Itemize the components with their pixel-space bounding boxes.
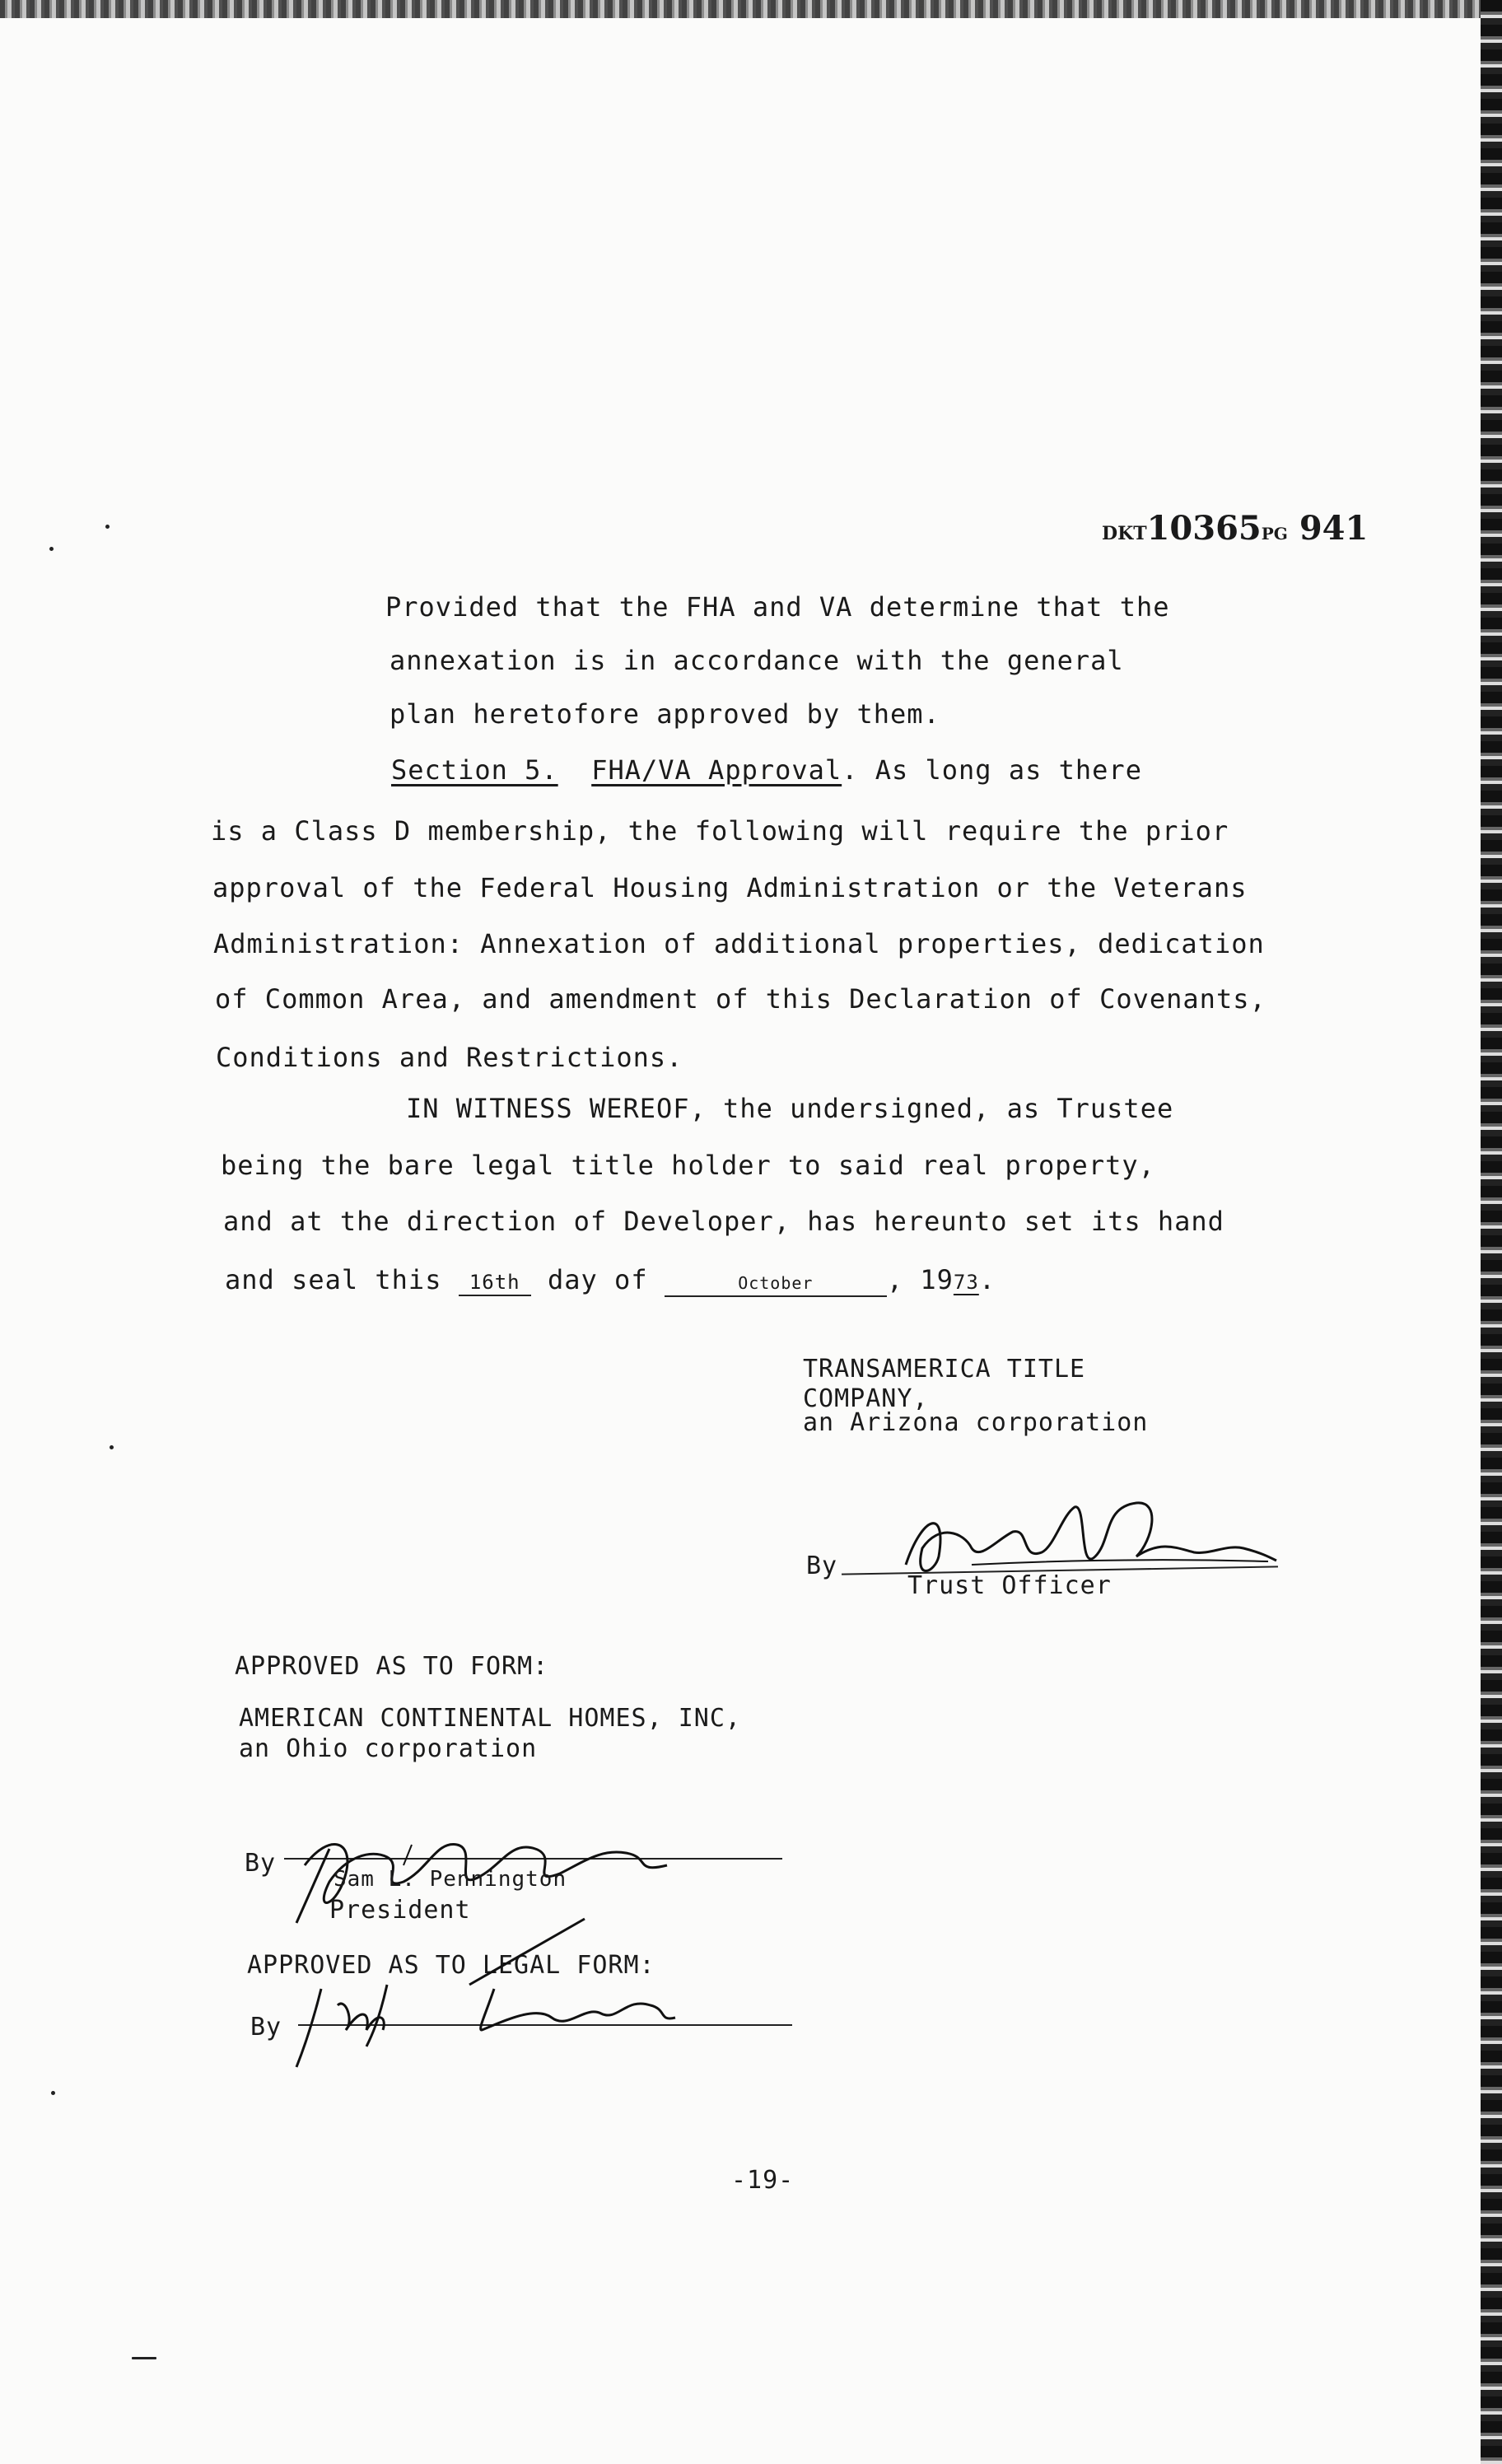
approval-form-signer-title: President — [329, 1896, 471, 1925]
witness-line: being the bare legal title holder to said real property, — [221, 1150, 1155, 1181]
body-line: Provided that the FHA and VA determine that the — [385, 591, 1170, 623]
approval-legal-signature — [288, 1972, 716, 2071]
seal-month-field: October — [665, 1271, 887, 1297]
trustee-by-label: By — [806, 1552, 838, 1580]
section-lead: . As long as there — [842, 754, 1142, 786]
approval-form-signer-name: Sam L. Pennington — [334, 1867, 567, 1892]
docket-header — [1102, 509, 1368, 548]
trustee-corp: an Arizona corporation — [803, 1408, 1149, 1437]
seal-prefix: and seal this — [225, 1264, 442, 1295]
approval-legal-by-label: By — [250, 2013, 282, 2042]
approval-form-heading: APPROVED AS TO FORM: — [235, 1652, 549, 1681]
approval-form-corp: an Ohio corporation — [239, 1734, 538, 1763]
witness-line: IN WITNESS WEREOF, the undersigned, as Trustee — [406, 1093, 1174, 1124]
seal-year-field: 73 — [953, 1271, 979, 1294]
body-line: Administration: Annexation of additional properties, dedication — [213, 928, 1265, 959]
approval-form-by-label: By — [245, 1849, 277, 1878]
section-number: Section 5. — [391, 754, 558, 786]
scan-speck — [110, 1445, 114, 1449]
seal-date-line — [225, 1264, 996, 1297]
docket-prefix: DKT — [1102, 523, 1147, 544]
body-line: Conditions and Restrictions. — [216, 1042, 683, 1073]
witness-line: and at the direction of Developer, has hereunto set its hand — [223, 1206, 1224, 1237]
seal-end: . — [978, 1264, 996, 1295]
section-heading-line — [391, 754, 1142, 786]
approval-form-company: AMERICAN CONTINENTAL HOMES, INC, — [239, 1704, 741, 1733]
page-prefix: PG — [1261, 524, 1288, 544]
body-line: of Common Area, and amendment of this Declaration of Covenants, — [215, 983, 1266, 1015]
docket-page-number: 941 — [1299, 509, 1369, 548]
body-line: plan heretofore approved by them. — [389, 698, 940, 730]
body-line: is a Class D membership, the following will require the prior — [211, 815, 1229, 847]
scan-speck — [105, 525, 110, 529]
scan-speck — [132, 2357, 156, 2359]
trustee-name-cont: COMPANY, — [803, 1384, 929, 1413]
body-line: approval of the Federal Housing Administration or the Veterans — [212, 872, 1248, 903]
section-title: FHA/VA Approval — [591, 754, 842, 786]
scan-right-border — [1481, 0, 1502, 2464]
scan-top-border — [0, 0, 1502, 18]
scan-speck — [49, 547, 54, 551]
trustee-name: TRANSAMERICA TITLE — [803, 1355, 1086, 1384]
seal-day-field: 16th — [459, 1270, 531, 1296]
trustee-signer-title: Trust Officer — [907, 1571, 1112, 1600]
body-line: annexation is in accordance with the general — [389, 645, 1124, 676]
seal-year-prefix: , 19 — [886, 1264, 954, 1295]
scan-speck — [51, 2091, 55, 2095]
page-number: -19- — [731, 2166, 795, 2195]
approval-legal-heading: APPROVED AS TO LEGAL FORM: — [247, 1951, 655, 1980]
seal-mid: day of — [547, 1264, 648, 1295]
docket-number: 10365 — [1146, 509, 1262, 548]
